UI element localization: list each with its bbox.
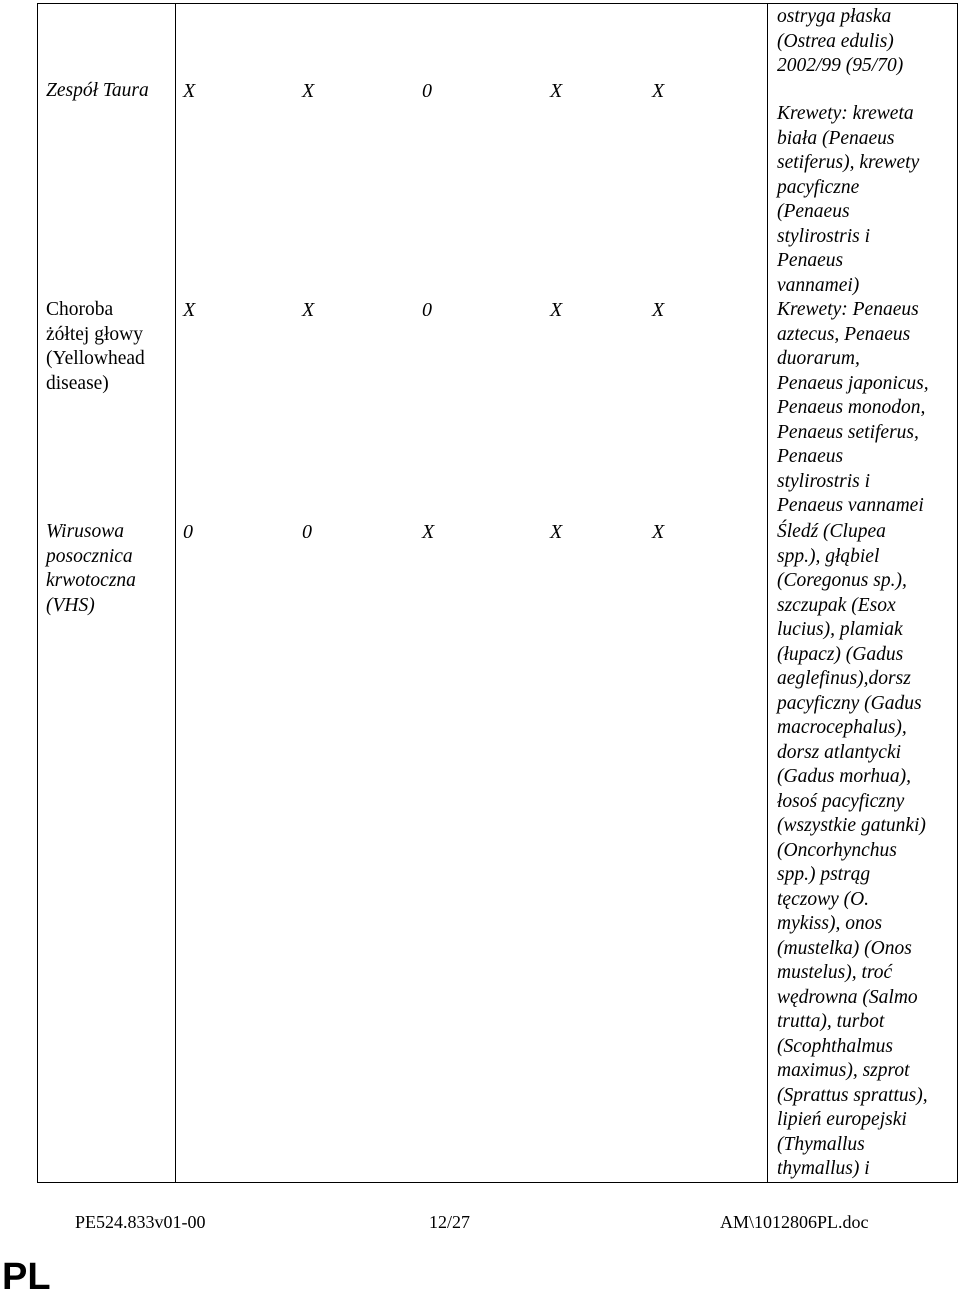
species-cell (777, 102, 919, 298)
document-reference: PE524.833v01-00 (75, 1212, 206, 1232)
disease-name-line: żółtej głowy (46, 323, 143, 345)
mark-cell: 0 (302, 521, 312, 543)
species-line: (Coregonus sp.), (777, 570, 907, 591)
species-cell (777, 298, 929, 519)
species-line: stylirostris i (777, 470, 871, 492)
species-line: Penaeus (777, 250, 844, 271)
mark-cell: X (550, 80, 563, 102)
species-line: Krewety: kreweta (777, 103, 914, 124)
species-line: (Penaeus (777, 201, 850, 222)
species-line: (Sprattus sprattus), (777, 1084, 928, 1106)
species-line: Penaeus japonicus, (777, 372, 929, 394)
species-cell (777, 520, 928, 1182)
mark-cell: X (183, 80, 196, 102)
disease-name-line: krwotoczna (46, 570, 136, 591)
disease-name-line: disease) (46, 372, 109, 394)
mark-cell: 0 (422, 299, 432, 321)
species-line: (łupacz) (Gadus (777, 643, 904, 665)
species-line: szczupak (Esox (777, 594, 896, 616)
species-line: trutta), turbot (777, 1011, 885, 1032)
species-line: tęczowy (O. (777, 888, 870, 910)
mark-cell: X (550, 299, 563, 321)
column-divider (767, 3, 768, 1183)
species-line: spp.), głąbiel (777, 545, 880, 567)
mark-cell: X (183, 299, 196, 321)
disease-name-line: (VHS) (46, 594, 95, 616)
species-line: dorsz atlantycki (777, 741, 902, 763)
species-line: Penaeus setiferus, (777, 421, 919, 443)
column-divider (175, 3, 176, 1183)
species-line: biała (Penaeus (777, 127, 895, 149)
mark-cell: 0 (183, 521, 193, 543)
species-cell (777, 5, 903, 79)
species-line: Penaeus (777, 446, 844, 467)
species-line: Krewety: Penaeus (777, 299, 919, 320)
species-line: (Oncorhynchus (777, 839, 897, 861)
document-file-name: AM\1012806PL.doc (720, 1212, 869, 1232)
species-line: Śledź (Clupea (777, 521, 886, 542)
species-line: (Ostrea edulis) (777, 30, 894, 52)
mark-cell: X (652, 299, 665, 321)
species-line: vannamei) (777, 274, 860, 296)
page-number: 12/27 (429, 1212, 471, 1232)
species-line: Penaeus monodon, (777, 397, 926, 418)
species-line: mykiss), onos (777, 913, 883, 934)
disease-name-line: posocznica (46, 545, 133, 567)
mark-cell: X (302, 299, 315, 321)
species-line: ostryga płaska (777, 6, 892, 27)
species-line: łosoś pacyficzny (777, 790, 905, 812)
mark-cell: X (652, 521, 665, 543)
species-line: wędrowna (Salmo (777, 986, 918, 1008)
species-line: (Scophthalmus (777, 1035, 893, 1057)
disease-name: Zespół Taura (46, 80, 149, 101)
disease-cell (46, 79, 149, 104)
species-line: spp.) pstrąg (777, 864, 871, 885)
species-line: setiferus), krewety (777, 152, 920, 173)
disease-name-line: Wirusowa (46, 521, 125, 542)
mark-cell: 0 (422, 80, 432, 102)
species-line: lucius), plamiak (777, 619, 903, 640)
mark-cell: X (652, 80, 665, 102)
species-line: pacyficzny (Gadus (777, 692, 922, 714)
disease-cell (46, 520, 136, 618)
species-line: mustelus), troć (777, 962, 893, 983)
language-code: PL (2, 1256, 51, 1298)
species-line: thymallus) i (777, 1158, 870, 1179)
species-line: aztecus, Penaeus (777, 323, 911, 345)
disease-cell (46, 298, 145, 396)
species-line: stylirostris i (777, 225, 871, 247)
species-line: (mustelka) (Onos (777, 937, 912, 959)
species-line: macrocephalus), (777, 717, 907, 738)
disease-name-line: Choroba (46, 299, 114, 320)
species-line: lipień europejski (777, 1109, 907, 1130)
species-line: (Thymallus (777, 1133, 865, 1155)
species-line: (Gadus morhua), (777, 766, 911, 787)
species-line: aeglefinus),dorsz (777, 668, 911, 689)
mark-cell: X (550, 521, 563, 543)
species-line: (wszystkie gatunki) (777, 815, 926, 836)
species-line: maximus), szprot (777, 1060, 910, 1081)
species-line: pacyficzne (777, 176, 860, 198)
species-line: duorarum, (777, 348, 860, 369)
disease-name-line: (Yellowhead (46, 348, 145, 369)
mark-cell: X (302, 80, 315, 102)
species-line: Penaeus vannamei (777, 495, 924, 516)
species-line: 2002/99 (95/70) (777, 55, 904, 76)
mark-cell: X (422, 521, 435, 543)
